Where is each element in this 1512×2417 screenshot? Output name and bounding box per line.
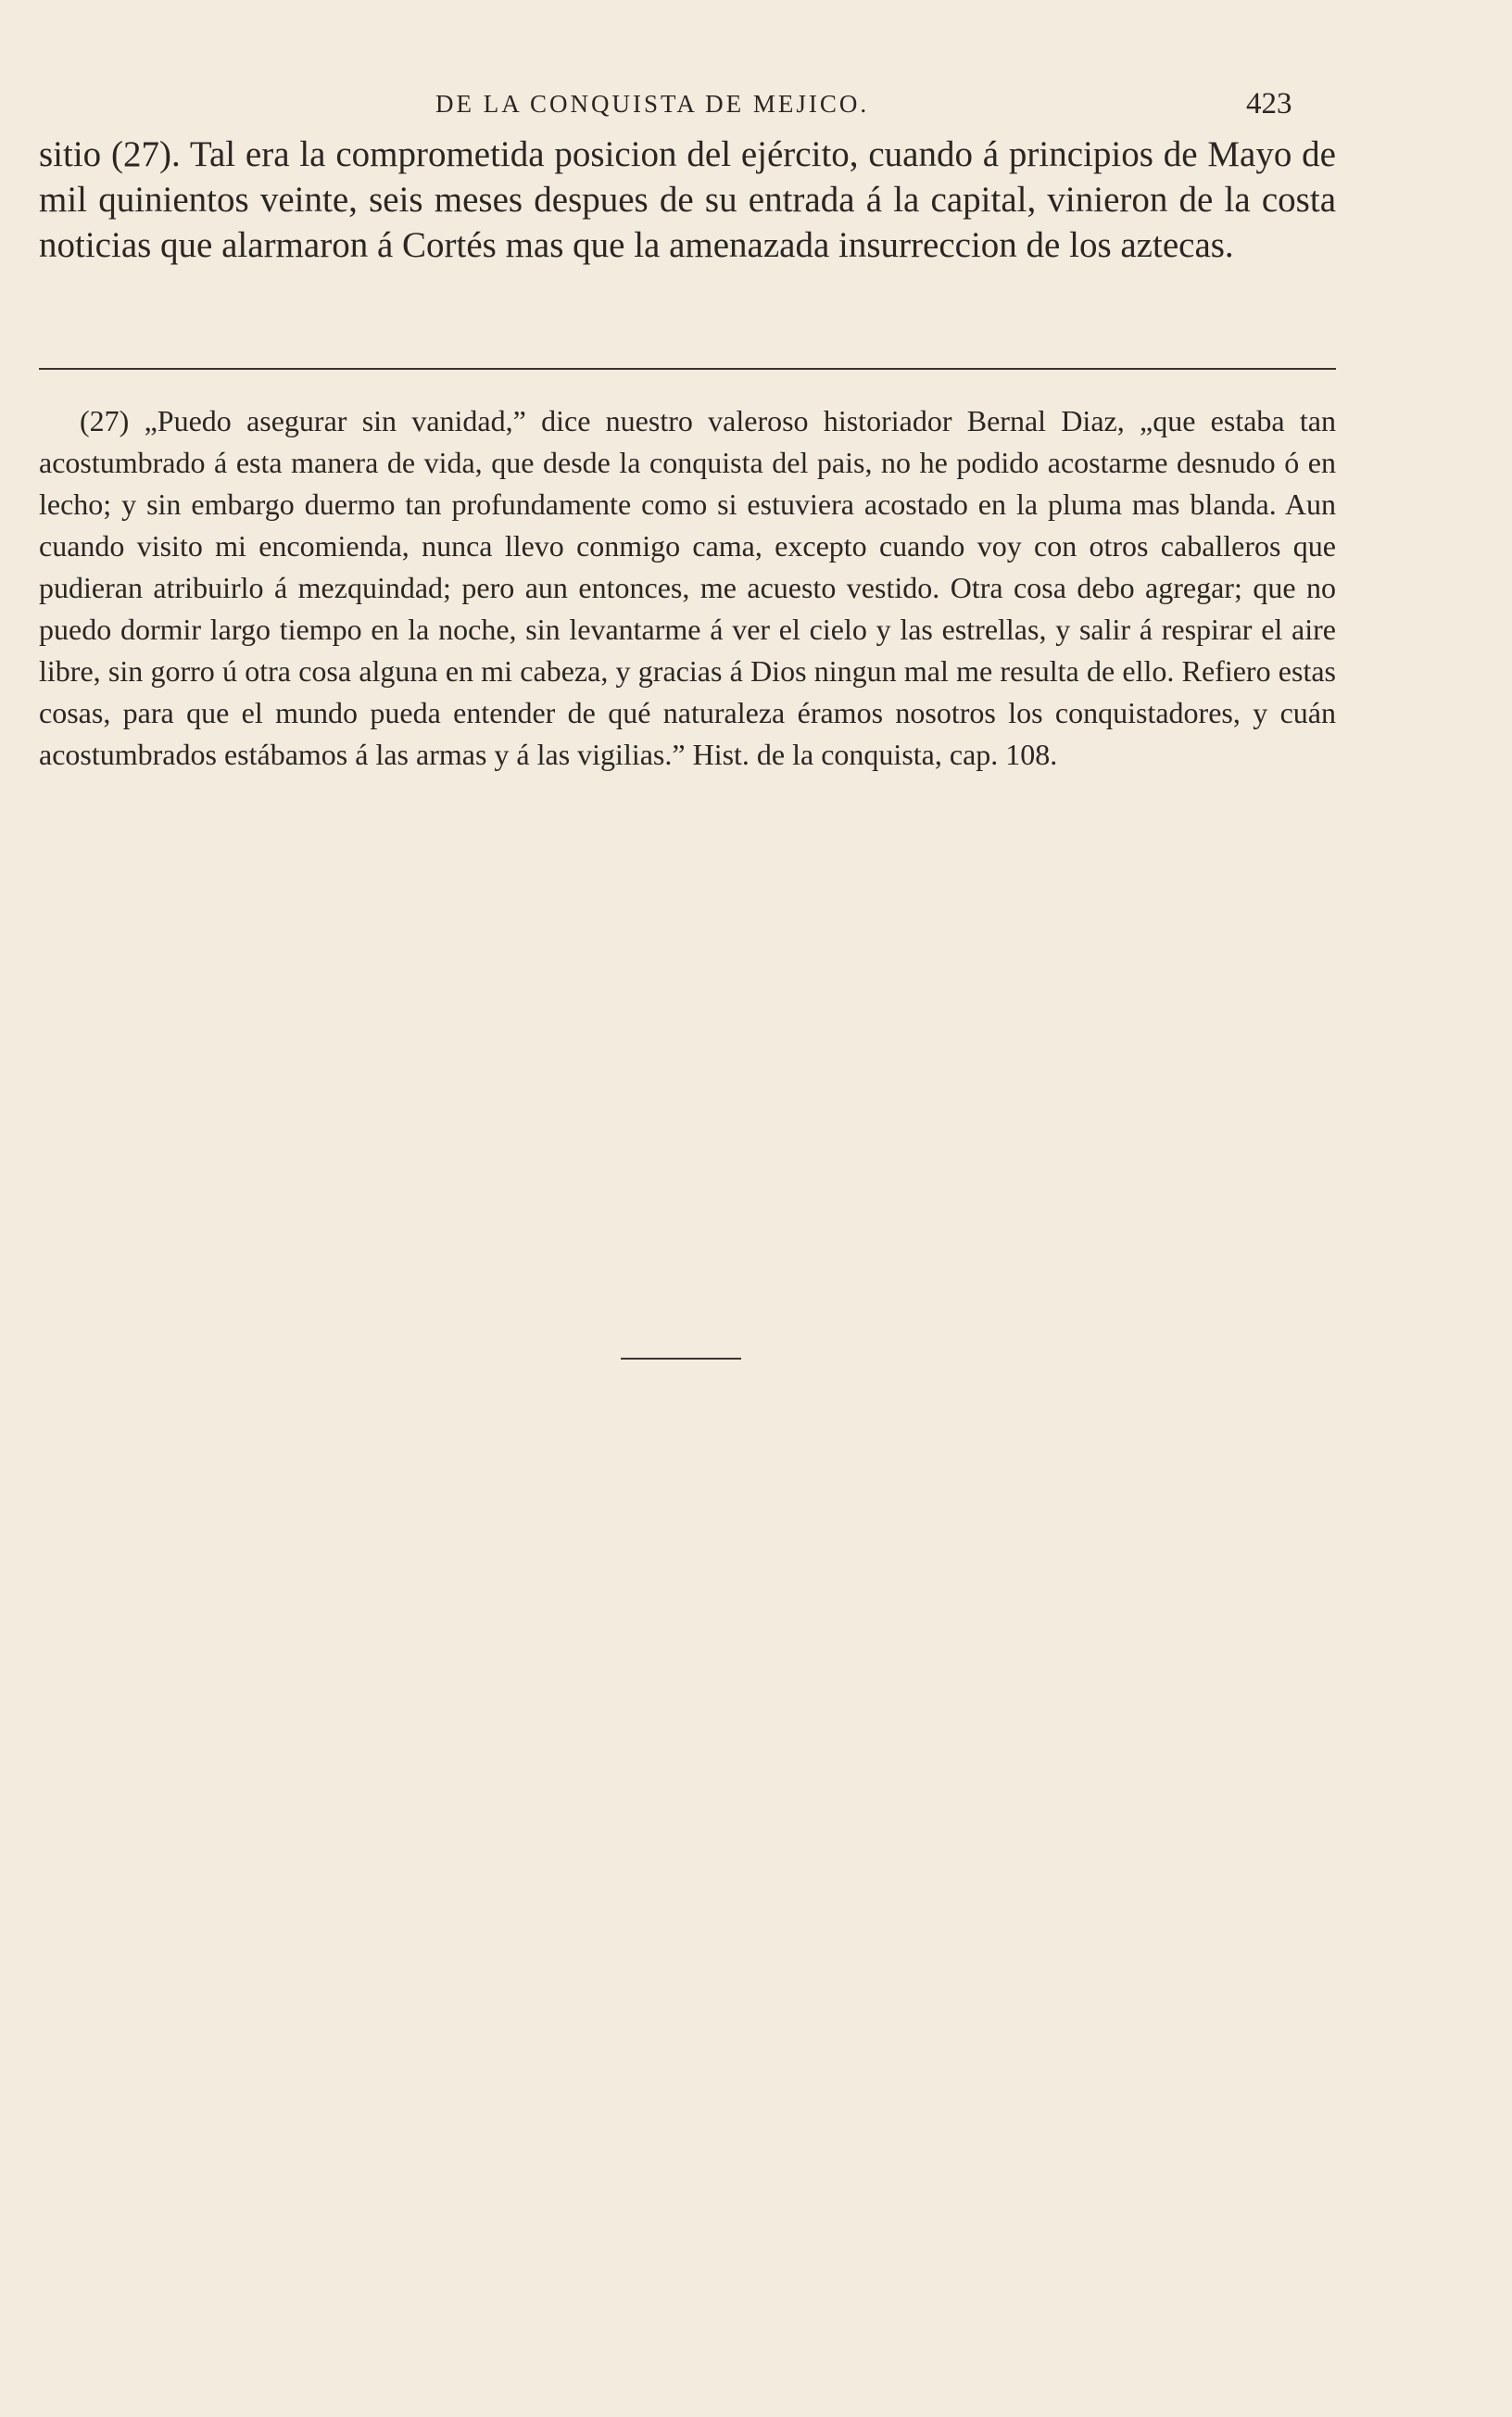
footnote-27: (27) „Puedo asegurar sin vanidad,” dice nuestro valeroso historiador Bernal Diaz, „que estaba tan acostumbrado á esta manera de vida, que desde la conquista del pais, no he podido acostarme desnudo ó en lecho; y sin embargo duermo tan profundamente como si estuviera acostado en la pluma mas blanda. Aun cuando visito mi encomienda, nunca llevo conmigo cama, excepto cuando voy con otros caballeros que pudieran atribuirlo á mezquindad; pero aun entonces, me acuesto vestido. Otra cosa debo agregar; que no puedo dormir largo tiempo en la noche, sin levantarme á ver el cielo y las estrellas, y salir á respirar el aire libre, sin gorro ú otra cosa alguna en mi cabeza, y gracias á Dios ningun mal me resulta de ello. Refiero estas cosas, para que el mundo pueda entender de qué naturaleza éramos nosotros los conquistadores, y cuán acostumbrados estábamos á las armas y á las vigilias.” Hist. de la conquista, cap. 108. — [39, 404, 1336, 771]
page-number: 423 — [1246, 87, 1292, 120]
running-title: DE LA CONQUISTA DE MEJICO. — [435, 90, 870, 118]
running-header — [0, 85, 1512, 122]
body-paragraph: sitio (27). Tal era la comprometida posicion del ejército, cuando á principios de Mayo de mil quinientos veinte, seis meses despues de su entrada á la capital, vinieron de la costa noticias que alarmaron á Cortés mas que la amenazada insurreccion de los aztecas. — [39, 134, 1336, 265]
footnote-separator-rule — [39, 368, 1336, 370]
end-rule — [621, 1358, 741, 1360]
